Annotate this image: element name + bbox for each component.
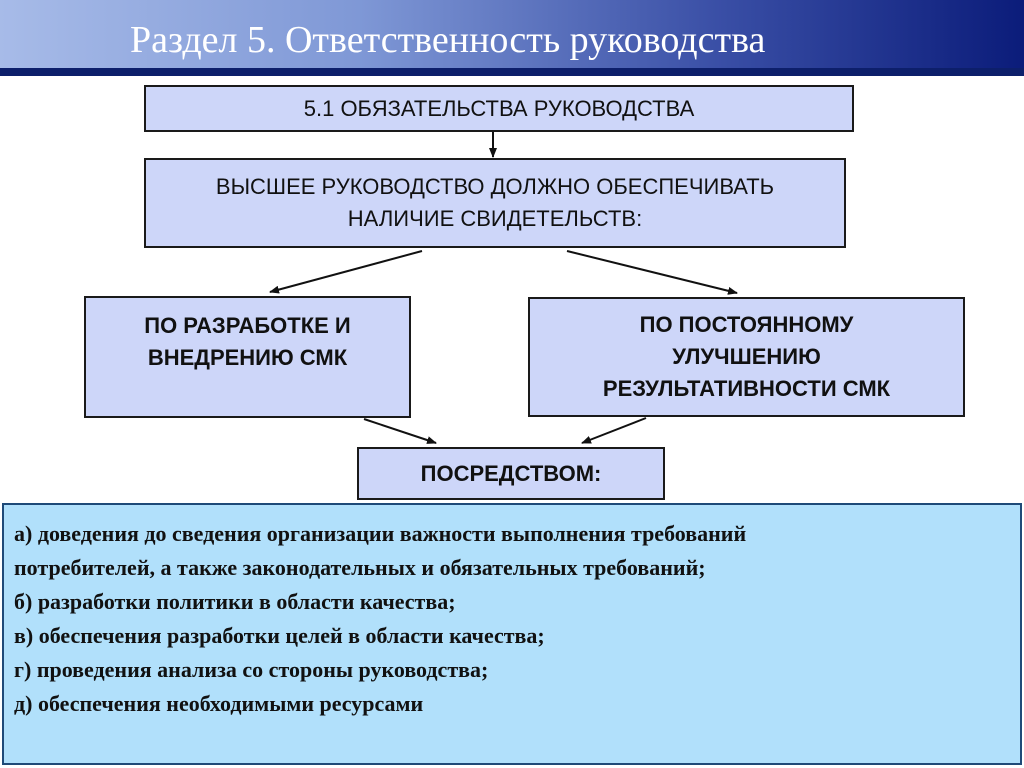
obligations-label: 5.1 ОБЯЗАТЕЛЬСТВА РУКОВОДСТВА — [303, 95, 695, 121]
list-item: б) разработки политики в области качества; — [14, 589, 456, 614]
means-list — [2, 503, 1022, 765]
top-management-line-1: ВЫСШЕЕ РУКОВОДСТВО ДОЛЖНО ОБЕСПЕЧИВАТЬ — [215, 174, 775, 199]
arrow-box3-to-box5 — [364, 419, 436, 443]
list-item: г) проведения анализа со стороны руководства; — [14, 657, 489, 682]
list-item: потребителей, а также законодательных и обязательных требований; — [14, 555, 706, 580]
arrow-box2-to-box3 — [270, 251, 422, 292]
arrow-box4-to-box5 — [582, 418, 646, 443]
development-box — [84, 296, 411, 418]
improvement-line-1: ПО ПОСТОЯННОМУ — [639, 312, 854, 337]
improvement-line-2: УЛУЧШЕНИЮ — [672, 344, 821, 369]
arrow-box2-to-box4 — [567, 251, 737, 293]
obligations-box — [144, 85, 854, 132]
top-management-box — [144, 158, 846, 248]
page-title: Раздел 5. Ответственность руководства — [130, 19, 766, 61]
development-line-1: ПО РАЗРАБОТКЕ И — [144, 313, 351, 338]
development-line-2: ВНЕДРЕНИЮ СМК — [147, 345, 348, 370]
improvement-line-3: РЕЗУЛЬТАТИВНОСТИ СМК — [602, 376, 891, 401]
top-management-line-2: НАЛИЧИЕ СВИДЕТЕЛЬСТВ: — [347, 206, 643, 231]
by-means-label: ПОСРЕДСТВОМ: — [420, 460, 602, 486]
list-item: а) доведения до сведения организации важности выполнения требований — [14, 521, 747, 546]
list-item: д) обеспечения необходимыми ресурсами — [14, 691, 424, 716]
list-item: в) обеспечения разработки целей в области качества; — [14, 623, 545, 648]
improvement-box — [528, 297, 965, 417]
by-means-box — [357, 447, 665, 500]
